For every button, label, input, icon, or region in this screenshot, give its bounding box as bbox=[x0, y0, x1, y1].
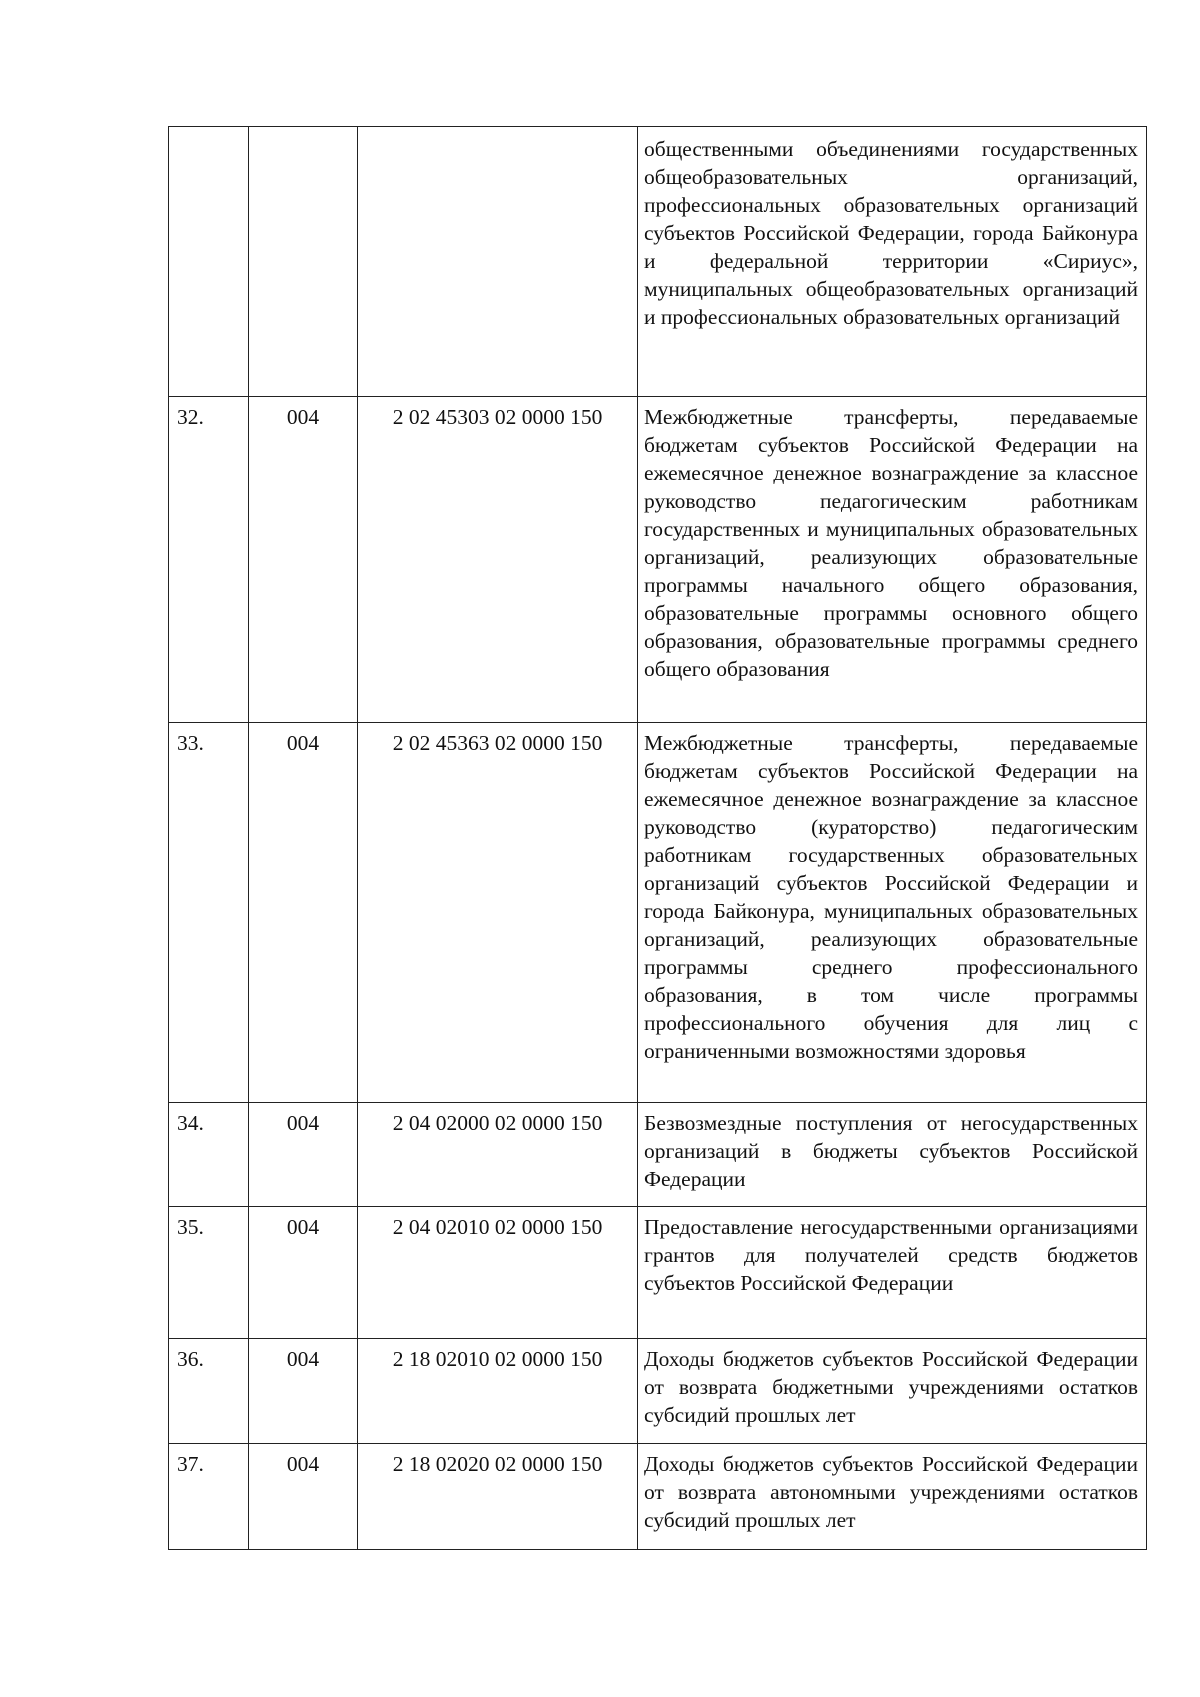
budget-code-cell bbox=[358, 1207, 638, 1339]
row-number: 34. bbox=[177, 1111, 204, 1135]
row-number: 32. bbox=[177, 405, 204, 429]
admin-code bbox=[249, 127, 357, 139]
budget-code: 2 04 02010 02 0000 150 bbox=[392, 1215, 603, 1239]
row-number-cell bbox=[169, 127, 249, 397]
row-number: 36. bbox=[177, 1347, 204, 1371]
row-number-cell bbox=[169, 1444, 249, 1550]
row-number: 33. bbox=[177, 731, 204, 755]
description-cell bbox=[638, 397, 1147, 723]
row-description: Безвозмездные поступления от негосударственных организаций в бюджеты субъектов Российской Федерации bbox=[644, 1111, 1138, 1191]
revenue-codes-table bbox=[168, 126, 1147, 1550]
admin-code-cell bbox=[249, 723, 358, 1103]
row-description: общественными объединениями государственных общеобразовательных организаций, профессиональных образовательных организаций субъектов Российской Федерации, города Байконура и федеральной территории «Сириус», муниципальных общеобразовательных организаций и профессиональных образовательных организаций bbox=[644, 137, 1138, 329]
admin-code-cell bbox=[249, 1339, 358, 1444]
admin-code: 004 bbox=[286, 1111, 320, 1135]
budget-code-cell bbox=[358, 1444, 638, 1550]
row-description: Межбюджетные трансферты, передаваемые бюджетам субъектов Российской Федерации на ежемесячное денежное вознаграждение за классное руководство педагогическим работникам государственных и муниципальных образовательных организаций, реализующих образовательные программы начального общего образования, образовательные программы основного общего образования, образовательные программы среднего общего образования bbox=[644, 405, 1138, 681]
row-number-cell bbox=[169, 1339, 249, 1444]
budget-code: 2 18 02010 02 0000 150 bbox=[392, 1347, 603, 1371]
budget-code-cell bbox=[358, 127, 638, 397]
admin-code: 004 bbox=[286, 1347, 320, 1371]
table-row bbox=[169, 1103, 1147, 1207]
row-description: Предоставление негосударственными организациями грантов для получателей средств бюджетов субъектов Российской Федерации bbox=[644, 1215, 1138, 1295]
row-description: Межбюджетные трансферты, передаваемые бюджетам субъектов Российской Федерации на ежемесячное денежное вознаграждение за классное руководство (кураторство) педагогическим работникам государственных образовательных организаций субъектов Российской Федерации и города Байконура, муниципальных образовательных организаций, реализующих образовательные программы среднего профессионального образования, в том числе программы профессионального обучения для лиц с ограниченными возможностями здоровья bbox=[644, 731, 1138, 1063]
admin-code-cell bbox=[249, 1444, 358, 1550]
row-number-cell bbox=[169, 1207, 249, 1339]
description-cell bbox=[638, 127, 1147, 397]
row-number: 35. bbox=[177, 1215, 204, 1239]
description-cell bbox=[638, 1444, 1147, 1550]
budget-code: 2 18 02020 02 0000 150 bbox=[392, 1452, 603, 1476]
row-number-cell bbox=[169, 397, 249, 723]
budget-code bbox=[358, 127, 637, 139]
description-cell bbox=[638, 1103, 1147, 1207]
table-row bbox=[169, 1339, 1147, 1444]
admin-code-cell bbox=[249, 397, 358, 723]
budget-code-cell bbox=[358, 1339, 638, 1444]
budget-code-cell bbox=[358, 723, 638, 1103]
admin-code: 004 bbox=[286, 1452, 320, 1476]
budget-code-cell bbox=[358, 397, 638, 723]
table-row bbox=[169, 723, 1147, 1103]
description-cell bbox=[638, 1207, 1147, 1339]
row-description: Доходы бюджетов субъектов Российской Федерации от возврата автономными учреждениями остатков субсидий прошлых лет bbox=[644, 1452, 1138, 1532]
admin-code-cell bbox=[249, 1103, 358, 1207]
admin-code: 004 bbox=[286, 731, 320, 755]
admin-code-cell bbox=[249, 1207, 358, 1339]
table-row bbox=[169, 1207, 1147, 1339]
row-number bbox=[169, 127, 248, 139]
budget-code: 2 02 45303 02 0000 150 bbox=[392, 405, 603, 429]
table-row bbox=[169, 1444, 1147, 1550]
table-row-continuation bbox=[169, 127, 1147, 397]
row-description: Доходы бюджетов субъектов Российской Федерации от возврата бюджетными учреждениями остатков субсидий прошлых лет bbox=[644, 1347, 1138, 1427]
table-row bbox=[169, 397, 1147, 723]
row-number: 37. bbox=[177, 1452, 204, 1476]
row-number-cell bbox=[169, 1103, 249, 1207]
budget-code: 2 04 02000 02 0000 150 bbox=[392, 1111, 603, 1135]
admin-code: 004 bbox=[286, 405, 320, 429]
description-cell bbox=[638, 723, 1147, 1103]
description-cell bbox=[638, 1339, 1147, 1444]
budget-code-cell bbox=[358, 1103, 638, 1207]
row-number-cell bbox=[169, 723, 249, 1103]
admin-code: 004 bbox=[286, 1215, 320, 1239]
budget-code: 2 02 45363 02 0000 150 bbox=[392, 731, 603, 755]
admin-code-cell bbox=[249, 127, 358, 397]
